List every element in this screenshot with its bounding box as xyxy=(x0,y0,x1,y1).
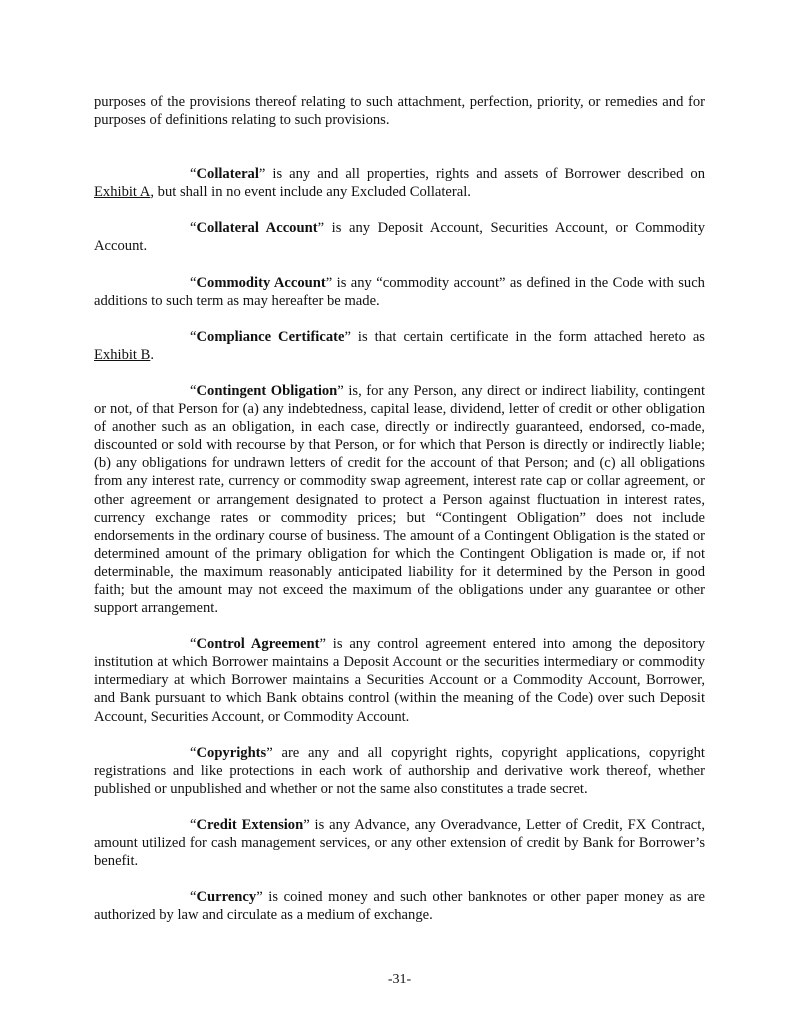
definition-text: ” is any and all properties, rights and assets of Borrower described on xyxy=(258,166,705,183)
definition-collateral-account: “Collateral Account” is any Deposit Account, Securities Account, or Commodity Account. xyxy=(94,220,706,255)
definition-collateral: “Collateral” is any and all properties, rights and assets of Borrower described on Exhibit A, but shall in no event include any Excluded Collateral. xyxy=(94,166,705,201)
definition-text: ” is coined money and such other banknotes or other paper money as are authorized by law and circulate as a medium of exchange. xyxy=(94,889,705,924)
defined-term: Credit Extension xyxy=(196,816,304,833)
exhibit-b-reference: Exhibit B xyxy=(94,346,151,363)
defined-term: Control Agreement xyxy=(196,636,320,653)
document-page xyxy=(94,93,705,924)
page-number: -31- xyxy=(387,972,412,987)
defined-term: Collateral Account xyxy=(196,220,318,237)
definition-credit-extension: “Credit Extension” is any Advance, any Overadvance, Letter of Credit, FX Contract, amount utilized for cash management services, or any other extension of credit by Bank for Borrower’s benefit. xyxy=(94,816,705,870)
definition-text: ” is any Advance, any Overadvance, Letter of Credit, FX Contract, amount utilized for cash management services, or any other extension of credit by Bank for Borrower’s benefit. xyxy=(94,816,705,870)
defined-term: Collateral xyxy=(196,166,259,183)
defined-term: Currency xyxy=(196,889,257,906)
definition-currency: “Currency” is coined money and such other banknotes or other paper money as are authorized by law and circulate as a medium of exchange. xyxy=(94,889,705,924)
defined-term: Compliance Certificate xyxy=(196,328,345,345)
definition-text: ” is any Deposit Account, Securities Account, or Commodity Account. xyxy=(94,220,706,255)
defined-term: Copyrights xyxy=(196,744,267,761)
definition-text: ” is that certain certificate in the form attached hereto as xyxy=(344,328,705,345)
definition-text-end: , but shall in no event include any Excluded Collateral. xyxy=(150,184,471,201)
definition-copyrights: “Copyrights” are any and all copyright rights, copyright applications, copyright registrations and like protections in each work of authorship and derivative work thereof, whether published or unpublished and whether or not the same also constitutes a trade secret. xyxy=(94,744,705,797)
definition-contingent-obligation: “Contingent Obligation” is, for any Person, any direct or indirect liability, contingent or not, of that Person for (a) any indebtedness, capital lease, dividend, letter of credit or other obligation of another such as an obligation, in each case, directly or indirectly guaranteed, endorsed, co-made, discounted or sold with recourse by that Person, or for which that Person is directly or indirectly liable; (b) any obligations for undrawn letters of credit for the account of that Person; and (c) all obligations from any interest rate, currency or commodity swap agreement, interest rate cap or collar agreement, or other agreement or arrangement designated to protect a Person against fluctuation in interest rates, currency exchange rates or commodity prices; but “Contingent Obligation” does not include endorsements in the ordinary course of business. The amount of a Contingent Obligation is the stated or determined amount of the primary obligation for which the Contingent Obligation is made or, if not determinable, the maximum reasonably anticipated liability for it determined by the Person in good faith; but the amount may not exceed the maximum of the obligations under any guarantee or other support arrangement. xyxy=(94,382,706,617)
definition-text-end: . xyxy=(150,346,155,363)
defined-term: Commodity Account xyxy=(196,274,326,291)
definition-compliance-certificate: “Compliance Certificate” is that certain certificate in the form attached hereto as Exhibit B. xyxy=(94,328,705,363)
intro-paragraph: purposes of the provisions thereof relating to such attachment, perfection, priority, or remedies and for purposes of definitions relating to such provisions. xyxy=(94,94,705,129)
definition-text: ” is any “commodity account” as defined in the Code with such additions to such term as may hereafter be made. xyxy=(94,274,705,309)
definition-commodity-account: “Commodity Account” is any “commodity account” as defined in the Code with such additions to such term as may hereafter be made. xyxy=(94,274,705,309)
definition-text: ” is any control agreement entered into among the depository institution at which Borrower maintains a Deposit Account or the securities intermediary or commodity intermediary at which Borrower maintains a Securities Account or a Commodity Account, Borrower, and Bank pursuant to which Bank obtains control (within the meaning of the Code) over such Deposit Account, Securities Account, or Commodity Account. xyxy=(94,636,705,725)
defined-term: Contingent Obligation xyxy=(196,382,338,399)
definition-control-agreement: “Control Agreement” is any control agreement entered into among the depository institution at which Borrower maintains a Deposit Account or the securities intermediary or commodity intermediary at which Borrower maintains a Securities Account or a Commodity Account, Borrower, and Bank pursuant to which Bank obtains control (within the meaning of the Code) over such Deposit Account, Securities Account, or Commodity Account. xyxy=(94,636,705,725)
definition-text: ” are any and all copyright rights, copyright applications, copyright registrations and like protections in each work of authorship and derivative work thereof, whether published or unpublished and whether or not the same also constitutes a trade secret. xyxy=(94,744,705,797)
definition-text: ” is, for any Person, any direct or indirect liability, contingent or not, of that Person for (a) any indebtedness, capital lease, dividend, letter of credit or other obligation of another such as an obligation, in each case, directly or indirectly guaranteed, endorsed, co-made, discounted or sold with recourse by that Person, or for which that Person is directly or indirectly liable; (b) any obligations for undrawn letters of credit for the account of that Person; and (c) all obligations from any interest rate, currency or commodity swap agreement, interest rate cap or collar agreement, or other agreement or arrangement designated to protect a Person against fluctuation in interest rates, currency exchange rates or commodity prices; but “Contingent Obligation” does not include endorsements in the ordinary course of business. The amount of a Contingent Obligation is the stated or determined amount of the primary obligation for which the Contingent Obligation is made or, if not determinable, the maximum reasonably anticipated liability for it determined by the Person in good faith; but the amount may not exceed the maximum of the obligations under any guarantee or other support arrangement. xyxy=(94,382,706,617)
exhibit-a-reference: Exhibit A xyxy=(94,184,151,201)
